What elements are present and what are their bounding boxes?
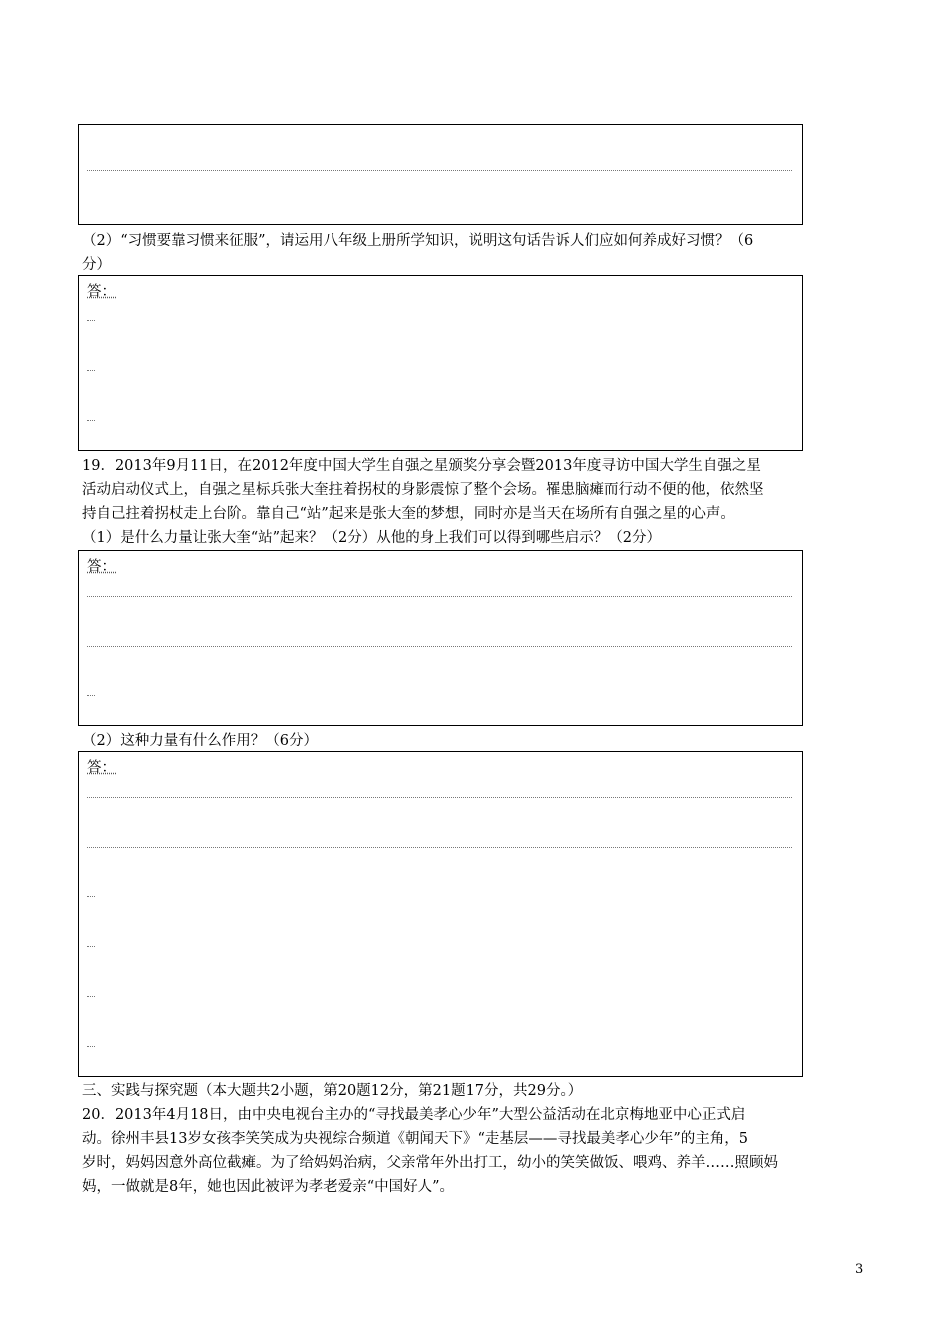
answer-line [87, 646, 792, 647]
question-line: 活动启动仪式上，自强之星标兵张大奎拄着拐杖的身影震惊了整个会场。罹患脑瘫而行动不便的他，依然坚 [82, 482, 764, 498]
answer-label: 答： [87, 284, 116, 300]
answer-box-q19-2[interactable] [78, 751, 803, 1077]
answer-line [87, 370, 95, 371]
answer-box-q19-1[interactable] [78, 550, 803, 726]
question-line: （2）这种力量有什么作用？（6分） [82, 733, 318, 749]
question-19-stem [82, 454, 812, 550]
answer-line [87, 320, 95, 321]
answer-line [87, 946, 95, 947]
question-line: 19．2013年9月11日，在2012年度中国大学生自强之星颁奖分享会暨2013年度寻访中国大学生自强之星 [82, 458, 761, 474]
question-line: （2）“习惯要靠习惯来征服”，请运用八年级上册所学知识，说明这句话告诉人们应如何养成好习惯？（6 [82, 233, 754, 249]
answer-line [87, 847, 792, 848]
page-number: 3 [855, 1262, 864, 1277]
question-line: 动。徐州丰县13岁女孩李笑笑成为央视综合频道《朝闻天下》“走基层——寻找最美孝心少年”的主角，5 [82, 1131, 748, 1147]
question-line: 20．2013年4月18日，由中央电视台主办的“寻找最美孝心少年”大型公益活动在北京梅地亚中心正式启 [82, 1107, 746, 1123]
question-line: 分） [82, 257, 111, 273]
answer-box-q18-1[interactable] [78, 124, 803, 225]
answer-line [87, 420, 95, 421]
question-line: 妈，一做就是8年，她也因此被评为孝老爱亲“中国好人”。 [82, 1179, 455, 1195]
question-19-1: （1）是什么力量让张大奎“站”起来？（2分）从他的身上我们可以得到哪些启示？（2分） [82, 530, 661, 546]
answer-label: 答： [87, 559, 116, 575]
question-18-2 [82, 229, 812, 277]
answer-label: 答： [87, 760, 116, 776]
answer-line [87, 596, 792, 597]
question-line: 岁时，妈妈因意外高位截瘫。为了给妈妈治病，父亲常年外出打工，幼小的笑笑做饭、喂鸡、养羊……照顾妈 [82, 1155, 778, 1171]
answer-line [87, 170, 792, 171]
question-19-2 [82, 729, 812, 753]
answer-box-q18-2[interactable] [78, 275, 803, 451]
answer-line [87, 797, 792, 798]
section-3 [82, 1079, 812, 1199]
answer-line [87, 996, 95, 997]
answer-line [87, 1046, 95, 1047]
section-heading: 三、实践与探究题（本大题共2小题，第20题12分，第21题17分，共29分。） [82, 1083, 583, 1099]
answer-line [87, 896, 95, 897]
question-line: 持自己拄着拐杖走上台阶。靠自己“站”起来是张大奎的梦想，同时亦是当天在场所有自强之星的心声。 [82, 506, 735, 522]
answer-line [87, 695, 95, 696]
